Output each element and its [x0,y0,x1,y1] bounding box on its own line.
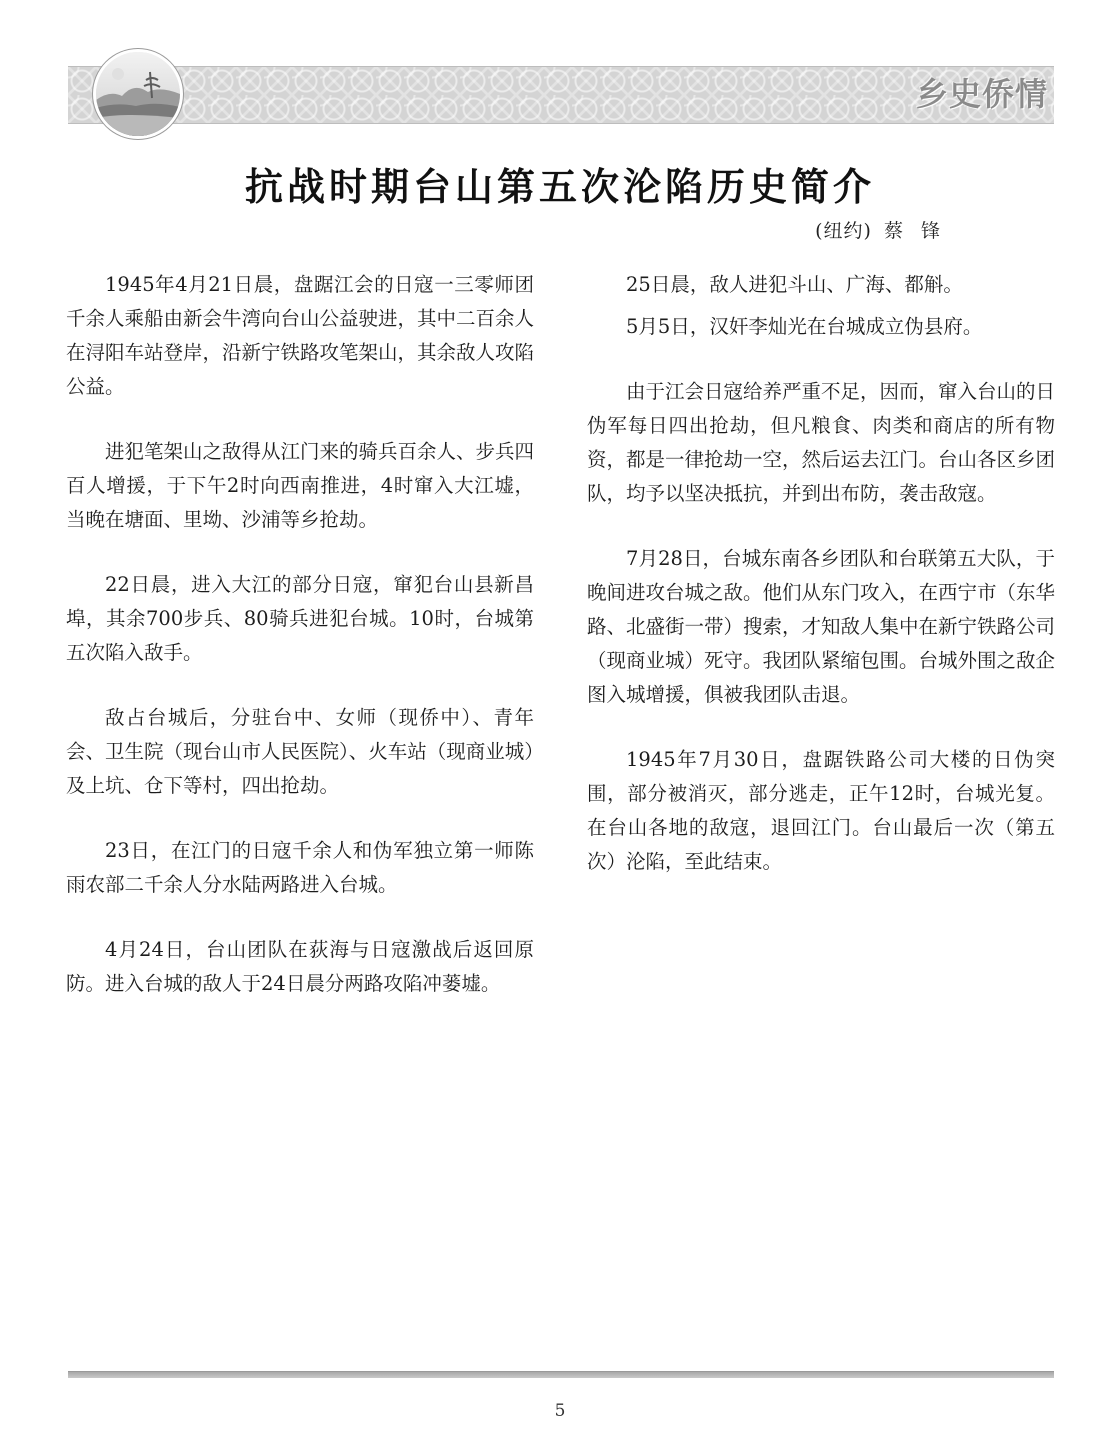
article-byline [815,216,946,243]
paragraph: 敌占台城后，分驻台中、女师（现侨中）、青年会、卫生院（现台山市人民医院）、火车站（现商业城）及上坑、仓下等村，四出抢劫。 [66,706,535,797]
page-number: 5 [554,1401,566,1421]
article-title: 抗战时期台山第五次沦陷历史简介 [244,165,875,209]
paragraph: 由于江会日寇给养严重不足，因而，窜入台山的日伪军每日四出抢劫，但凡粮食、肉类和商店的所有物资，都是一律抢劫一空，然后运去江门。台山各区乡团队，均予以坚决抵抗，并到出布防，袭击敌寇。 [587,380,1056,505]
byline-location: (纽约) [815,220,872,242]
paragraph: 1945年7月30日，盘踞铁路公司大楼的日伪突围，部分被消灭，部分逃走，正午12时，台城光复。在台山各地的敌寇，退回江门。台山最后一次（第五次）沦陷，至此结束。 [587,748,1055,873]
paragraph: 进犯笔架山之敌得从江门来的骑兵百余人、步兵四百人增援，于下午2时向西南推进，4时窜入大江墟，当晚在塘面、里坳、沙浦等乡抢劫。 [66,440,535,531]
paragraph: 23日，在江门的日寇千余人和伪军独立第一师陈雨农部二千余人分水陆两路进入台城。 [66,839,534,896]
header-band [68,66,1054,124]
landscape-painting-icon [96,52,180,136]
paragraph: 4月24日，台山团队在荻海与日寇激战后返回原防。进入台城的敌人于24日晨分两路攻陷冲蒌墟。 [66,938,534,995]
article-column-left [66,268,534,1032]
paragraph: 25日晨，敌人进犯斗山、广海、都斛。 [626,273,963,296]
footer-rule [68,1371,1054,1378]
paragraph: 7月28日，台城东南各乡团队和台联第五大队，于晚间进攻台城之敌。他们从东门攻入，在西宁市（东华路、北盛街一带）搜索，才知敌人集中在新宁铁路公司（现商业城）死守。我团队紧缩包围。台城外围之敌企图入城增援，俱被我团队击退。 [587,547,1056,706]
paragraph: 1945年4月21日晨，盘踞江会的日寇一三零师团千余人乘船由新会牛湾向台山公益驶进，其中二百余人在浔阳车站登岸，沿新宁铁路攻笔架山，其余敌人攻陷公益。 [66,273,535,398]
section-name: 乡史侨情 [915,75,1048,113]
paragraph: 22日晨，进入大江的部分日寇，窜犯台山县新昌埠，其余700步兵、80骑兵进犯台城。10时，台城第五次陷入敌手。 [66,573,534,664]
paragraph: 5月5日，汉奸李灿光在台城成立伪县府。 [626,315,983,338]
byline-author: 蔡 锋 [883,220,946,242]
article-column-right [587,268,1055,910]
